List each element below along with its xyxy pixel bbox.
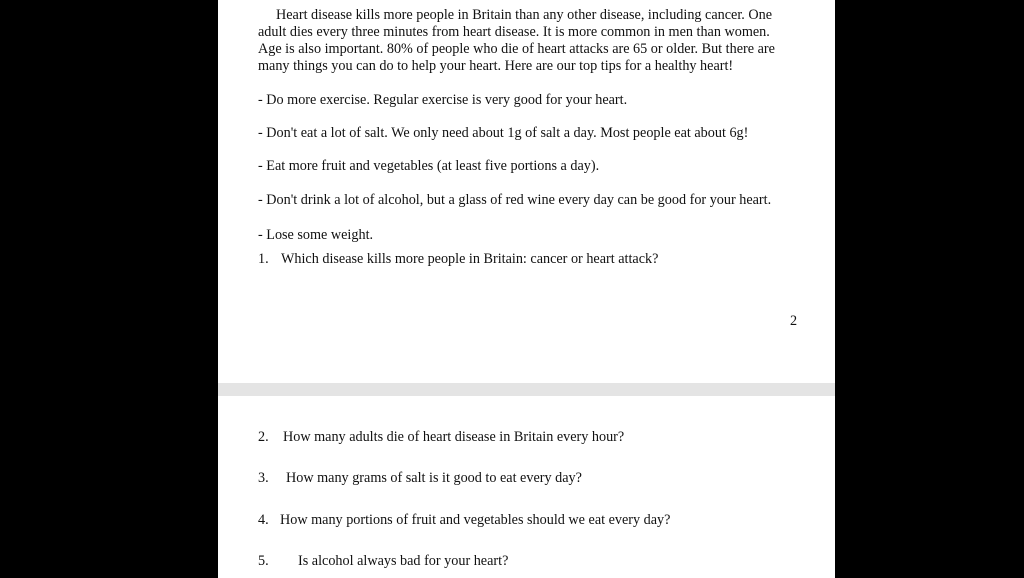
tip-salt: - Don't eat a lot of salt. We only need about 1g of salt a day. Most people eat about 6g! [258,125,749,141]
intro-line-2: adult dies every three minutes from heart disease. It is more common in men than women. [258,24,770,40]
tip-exercise: - Do more exercise. Regular exercise is very good for your heart. [258,92,628,108]
question-3-text: How many grams of salt is it good to eat every day? [286,470,582,486]
document-viewport[interactable] [218,0,835,578]
page-3 [218,396,835,578]
question-5-number: 5. [258,553,269,569]
question-2-number: 2. [258,429,269,445]
question-2-text: How many adults die of heart disease in Britain every hour? [283,429,625,445]
question-1-number: 1. [258,251,269,267]
intro-line-3: Age is also important. 80% of people who die of heart attacks are 65 or older. But there are [258,41,775,57]
question-4-text: How many portions of fruit and vegetables should we eat every day? [280,512,671,528]
tip-fruit-vegetables: - Eat more fruit and vegetables (at least five portions a day). [258,158,600,174]
page-number: 2 [790,313,798,329]
tip-weight: - Lose some weight. [258,227,374,243]
intro-line-4: many things you can do to help your heart. Here are our top tips for a healthy heart! [258,58,734,74]
question-1-text: Which disease kills more people in Britain: cancer or heart attack? [281,251,659,267]
question-4-number: 4. [258,512,269,528]
tip-alcohol: - Don't drink a lot of alcohol, but a glass of red wine every day can be good for your heart. [258,192,772,208]
intro-line-1: Heart disease kills more people in Britain than any other disease, including cancer. One [276,7,773,23]
question-3-number: 3. [258,470,269,486]
question-5-text: Is alcohol always bad for your heart? [298,553,509,569]
page-2 [218,0,835,383]
